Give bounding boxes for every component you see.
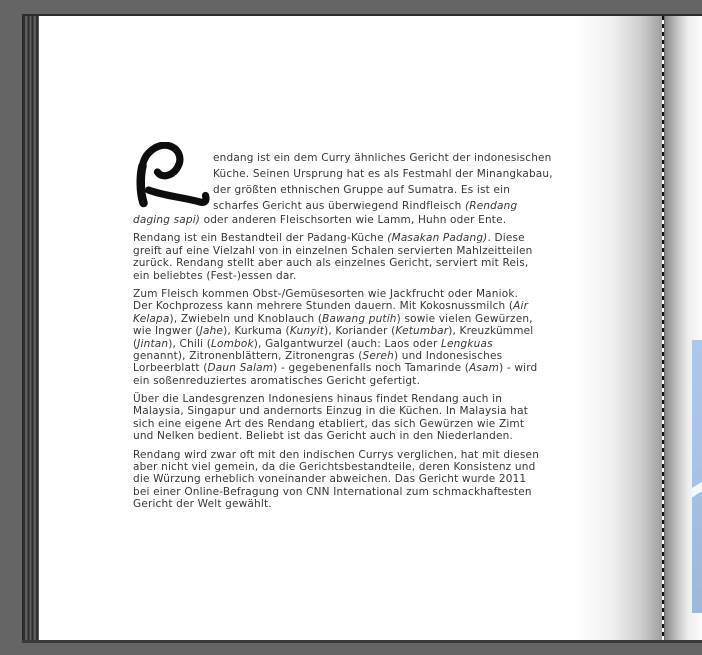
text-segment: Zum Fleisch kommen Obst-/Gemüsesorten wie Jackfrucht oder Maniok.: [133, 287, 519, 300]
text-segment: Rendang ist ein Bestandteil der Padang-Küche: [133, 232, 388, 245]
paragraph: [133, 393, 549, 443]
text-segment: aber nicht viel gemein, da die Gerichtsbestandteile, deren Konsistenz und: [133, 461, 536, 474]
body-text: [133, 150, 553, 511]
foreign-term: Air: [513, 300, 529, 313]
text-segment: Lorbeerblatt (: [133, 362, 208, 375]
text-line: [213, 182, 549, 198]
text-segment: Gericht der Welt gewählt.: [133, 498, 272, 511]
text-line: [133, 338, 549, 350]
text-segment: genannt), Zitronenblättern, Zitronengras (: [133, 349, 363, 362]
text-segment: oder anderen Fleischsorten wie Lamm, Huhn oder Ente.: [200, 214, 507, 226]
text-segment: ein soßenreduziertes aromatisches Gericht gefertigt.: [133, 374, 421, 387]
text-segment: (: [133, 337, 138, 350]
foreign-term: (Masakan Padang): [387, 232, 488, 245]
text-line: [133, 245, 549, 257]
foreign-term: Kunyit: [289, 325, 325, 338]
paragraph: [133, 150, 553, 226]
text-segment: ein beliebtes (Fest-)essen dar.: [133, 269, 297, 282]
text-segment: wie Ingwer (: [133, 325, 200, 338]
text-segment: der größten ethnischen Gruppe auf Sumatra. Es ist ein: [213, 184, 511, 196]
text-line: [133, 375, 549, 387]
text-segment: sich eine eigene Art des Rendang etabliert, das sich Gewürzen wie Zimt: [133, 417, 525, 430]
text-segment: ) - wird: [499, 362, 538, 375]
text-line: [133, 473, 549, 485]
text-segment: zurück. Rendang stellt aber auch als einzelnes Gericht, serviert mit Reis,: [133, 257, 529, 270]
foreign-term: daging sapi): [133, 214, 201, 226]
text-segment: Über die Landesgrenzen Indonesiens hinaus findet Rendang auch in: [133, 393, 503, 406]
next-page-edge[interactable]: [664, 16, 702, 640]
foreign-term: Daun Salam: [207, 362, 274, 375]
foreign-term: Asam: [469, 362, 500, 375]
photo-diagonal-highlight: [692, 479, 702, 500]
text-segment: . Diese: [487, 232, 525, 245]
text-line: [213, 166, 553, 182]
text-segment: endang ist ein dem Curry ähnliches Gericht der indonesischen: [213, 152, 552, 164]
text-segment: die Würzung erheblich voneinander abweichen. Das Gericht wurde 2011: [133, 473, 527, 486]
text-line: [133, 430, 549, 442]
foreign-term: Ketumbar: [395, 325, 449, 338]
text-line: [133, 486, 549, 498]
foreign-term: Jahe: [199, 325, 224, 338]
paragraph: [133, 449, 549, 511]
text-line: [133, 449, 549, 461]
text-segment: ) sowie vielen Gewürzen,: [396, 312, 533, 325]
text-segment: ), Kurkuma (: [223, 325, 290, 338]
foreign-term: Jintan: [137, 337, 169, 350]
text-segment: ), Zwiebeln und Knoblauch (: [169, 312, 323, 325]
text-line: [133, 214, 549, 226]
text-line: [133, 288, 549, 300]
foreign-term: Kelapa: [133, 312, 170, 325]
text-segment: ) und Indonesisches: [393, 349, 503, 362]
text-line: [133, 461, 549, 473]
text-segment: Der Kochprozess kann mehrere Stunden dauern. Mit Kokosnussmilch (: [133, 300, 514, 313]
text-line: [133, 257, 549, 269]
text-line: [133, 313, 549, 325]
text-line: [133, 350, 549, 362]
text-line: [133, 232, 549, 244]
text-segment: Küche. Seinen Ursprung hat es als Festmahl der Minangkabau,: [213, 168, 553, 180]
foreign-term: Lombok: [211, 337, 254, 350]
foreign-term: Bawang putih: [322, 312, 397, 325]
text-segment: ), Chili (: [168, 337, 211, 350]
text-line: [133, 405, 549, 417]
text-line: [213, 150, 552, 166]
text-line: [133, 270, 549, 282]
text-segment: und Nelken bedient. Beliebt ist das Gericht auch in den Niederlanden.: [133, 430, 513, 443]
text-line: [133, 325, 549, 337]
text-segment: ), Koriander (: [324, 325, 396, 338]
paragraph: [133, 288, 549, 387]
text-segment: scharfes Gericht aus überwiegend Rindfleisch: [213, 200, 465, 212]
left-page: [39, 16, 662, 640]
foreign-term: Sereh: [362, 349, 394, 362]
text-segment: Rendang wird zwar oft mit den indischen Currys verglichen, hat mit diesen: [133, 448, 540, 461]
next-page-photo-preview: [692, 340, 702, 613]
foreign-term: Lengkuas: [441, 337, 493, 350]
text-segment: greift auf eine Vielzahl von in einzelnen Schalen servierten Mahlzeitteilen: [133, 244, 533, 257]
book-spine-binding: [22, 16, 39, 640]
text-segment: bei einer Online-Befragung von CNN International zum schmackhaftesten: [133, 485, 532, 498]
text-line: [133, 300, 549, 312]
text-line: [213, 198, 549, 214]
paragraph: [133, 232, 549, 282]
page-bottom-edge: [22, 640, 702, 643]
text-segment: Malaysia, Singapur und andernorts Einzug in die Küchen. In Malaysia hat: [133, 405, 529, 418]
text-segment: ) - gegebenenfalls noch Tamarinde (: [273, 362, 470, 375]
foreign-term: (Rendang: [464, 200, 518, 212]
text-line: [133, 418, 549, 430]
text-segment: ), Galgantwurzel (auch: Laos oder: [253, 337, 442, 350]
text-line: [133, 362, 549, 374]
text-segment: ), Kreuzkümmel: [448, 325, 534, 338]
text-line: [133, 498, 549, 510]
text-line: [133, 393, 549, 405]
